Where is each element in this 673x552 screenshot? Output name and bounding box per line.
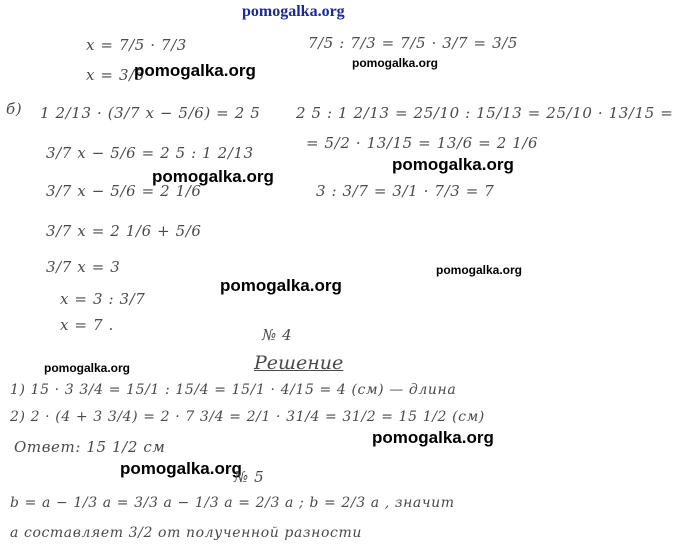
- problem-b-label: б): [6, 100, 23, 118]
- x-equation-line2: x = 3/5: [86, 66, 145, 84]
- task5-number: № 5: [234, 468, 265, 486]
- problem-b-step4: 3/7 x = 3: [46, 258, 121, 276]
- problem-b-step5: x = 3 : 3/7: [60, 290, 146, 308]
- problem-b-step2: 3/7 x − 5/6 = 2 1/6: [46, 182, 202, 200]
- side-calculation-top: 7/5 : 7/3 = 7/5 · 3/7 = 3/5: [308, 34, 519, 52]
- side-calculation-3: 3 : 3/7 = 3/1 · 7/3 = 7: [316, 182, 495, 200]
- problem-b-step1: 3/7 x − 5/6 = 2 5 : 1 2/13: [46, 144, 254, 162]
- watermark: pomogalka.org: [220, 276, 342, 295]
- task4-line2: 2) 2 · (4 + 3 3/4) = 2 · 7 3/4 = 2/1 · 31/4 = 31/2 = 15 1/2 (см): [10, 409, 485, 425]
- task4-heading: Решение: [254, 352, 344, 374]
- watermark: pomogalka.org: [436, 263, 523, 277]
- watermark: pomogalka.org: [152, 167, 274, 186]
- watermark: pomogalka.org: [120, 459, 242, 478]
- task5-line1: b = a − 1/3 a = 3/3 a − 1/3 a = 2/3 a ; b = 2/3 a , значит: [10, 495, 455, 511]
- watermark: pomogalka.org: [134, 61, 256, 80]
- task4-line1: 1) 15 · 3 3/4 = 15/1 : 15/4 = 15/1 · 4/15 = 4 (см) — длина: [10, 382, 457, 398]
- task4-answer: Ответ: 15 1/2 см: [14, 438, 166, 456]
- task5-line2: a составляет 3/2 от полученной разности: [10, 525, 362, 541]
- watermark: pomogalka.org: [352, 56, 439, 70]
- side-calculation-1: 2 5 : 1 2/13 = 25/10 : 15/13 = 25/10 · 13/15 =: [296, 104, 673, 122]
- problem-b-step6: x = 7 .: [60, 316, 114, 334]
- problem-b-equation: 1 2/13 · (3/7 x − 5/6) = 2 5: [40, 104, 261, 122]
- watermark: pomogalka.org: [392, 155, 514, 174]
- watermark: pomogalka.org: [44, 361, 131, 375]
- side-calculation-2: = 5/2 · 13/15 = 13/6 = 2 1/6: [306, 134, 539, 152]
- problem-b-step3: 3/7 x = 2 1/6 + 5/6: [46, 222, 202, 240]
- task4-number: № 4: [262, 326, 293, 344]
- x-equation-line1: x = 7/5 · 7/3: [86, 36, 187, 54]
- watermark: pomogalka.org: [372, 428, 494, 447]
- site-watermark-top: pomogalka.org: [242, 3, 345, 20]
